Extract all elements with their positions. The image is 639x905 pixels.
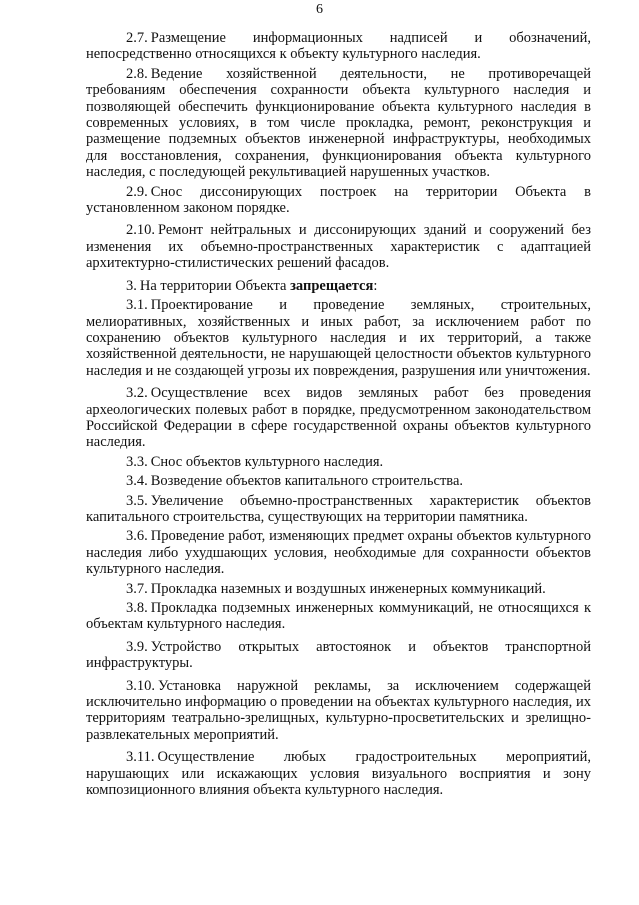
paragraph-2-8 bbox=[86, 66, 591, 181]
paragraph-3-7 bbox=[86, 581, 591, 597]
paragraph-number: 3.1. bbox=[126, 297, 148, 314]
paragraph-3-10 bbox=[86, 678, 591, 744]
paragraph-number: 2.9. bbox=[126, 183, 148, 200]
paragraph-number: 2.7. bbox=[126, 30, 148, 46]
paragraph-number: 3.3. bbox=[126, 453, 148, 470]
paragraph-text: Устройство открытых автостоянок и объектов транспортной инфраструктуры. bbox=[86, 638, 591, 672]
page-number: 6 bbox=[316, 2, 323, 17]
paragraph-number: 3.4. bbox=[126, 473, 148, 490]
paragraph-text: Прокладка наземных и воздушных инженерных коммуникаций. bbox=[150, 580, 546, 597]
prohibited-emphasis: запрещается bbox=[290, 277, 374, 294]
paragraph-text: Возведение объектов капитального строительства. bbox=[150, 473, 464, 490]
paragraph-3-3 bbox=[86, 454, 591, 470]
paragraph-text: Установка наружной рекламы, за исключением содержащей исключительно информацию о проведении на объектах культурного наследия, их территориям театрально-зрелищных, культурно-просветительских и зрелищно-развлекательных мероприятий. bbox=[86, 677, 591, 743]
paragraph-number: 3.10. bbox=[126, 677, 155, 694]
paragraph-text: Проведение работ, изменяющих предмет охраны объектов культурного наследия либо ухудшающих условия, необходимые для сохранности объектов культурного наследия. bbox=[86, 528, 591, 578]
paragraph-text: На территории Объекта bbox=[139, 277, 287, 294]
paragraph-number: 3.6. bbox=[126, 528, 148, 545]
paragraph-number: 3.8. bbox=[126, 600, 148, 616]
paragraph-3-11 bbox=[86, 749, 591, 798]
paragraph-3-2 bbox=[86, 385, 591, 451]
paragraph-text: Проектирование и проведение земляных, строительных, мелиоративных, хозяйственных и иных работ, за исключением работ по сохранению объектов культурного наследия и их территорий, а также хозяйственной деятельности, не нарушающей целостности объектов культурного наследия и не создающей угрозы их повреждения, разрушения или уничтожения. bbox=[86, 297, 591, 379]
paragraph-number: 3.11. bbox=[126, 749, 155, 766]
paragraph-text: Ведение хозяйственной деятельности, не противоречащей требованиям обеспечения сохранности объекта культурного наследия и позволяющей обеспечить функционирование объекта культурного наследия в современных условиях, в том числе прокладка, ремонт, реконструкция и размещение подземных объектов инженерной инфраструктуры, необходимых для восстановления, сохранения, функционирования объекта культурного наследия, с последующей рекультивацией нарушенных участков. bbox=[86, 65, 591, 181]
paragraph-number: 2.10. bbox=[126, 222, 155, 239]
paragraph-3 bbox=[86, 278, 591, 294]
paragraph-text: Снос объектов культурного наследия. bbox=[150, 453, 384, 470]
paragraph-2-9 bbox=[86, 184, 591, 217]
paragraph-2-7 bbox=[86, 30, 591, 63]
paragraph-2-10 bbox=[86, 222, 591, 271]
paragraph-number: 3. bbox=[126, 277, 137, 294]
paragraph-number: 3.7. bbox=[126, 580, 148, 597]
paragraph-tail: : bbox=[373, 277, 378, 294]
paragraph-number: 3.5. bbox=[126, 492, 148, 509]
paragraph-3-6 bbox=[86, 528, 591, 577]
paragraph-3-9 bbox=[86, 639, 591, 672]
paragraph-text: Прокладка подземных инженерных коммуникаций, не относящихся к объектам культурного наследия. bbox=[86, 600, 591, 633]
paragraph-number: 3.9. bbox=[126, 638, 148, 655]
paragraph-text: Увеличение объемно-пространственных характеристик объектов капитального строительства, существующих на территории памятника. bbox=[86, 492, 591, 525]
paragraph-text: Осуществление любых градостроительных мероприятий, нарушающих или искажающих условия визуального восприятия и зону композиционного влияния объекта культурного наследия. bbox=[86, 749, 591, 799]
paragraph-text: Размещение информационных надписей и обозначений, непосредственно относящихся к объекту культурного наследия. bbox=[86, 30, 591, 63]
paragraph-text: Осуществление всех видов земляных работ без проведения археологических полевых работ в порядке, предусмотренном законодательством Российской Федерации в сфере государственной охраны объектов культурного наследия. bbox=[86, 385, 591, 451]
paragraph-3-5 bbox=[86, 493, 591, 526]
paragraph-3-8 bbox=[86, 600, 591, 633]
paragraph-text: Снос диссонирующих построек на территории Объекта в установленном законом порядке. bbox=[86, 183, 591, 217]
paragraph-3-4 bbox=[86, 473, 591, 489]
paragraph-text: Ремонт нейтральных и диссонирующих зданий и сооружений без изменения их объемно-пространственных характеристик с адаптацией архитектурно-стилистических решений фасадов. bbox=[86, 222, 591, 272]
paragraph-number: 2.8. bbox=[126, 65, 148, 82]
paragraph-3-1 bbox=[86, 297, 591, 379]
paragraph-number: 3.2. bbox=[126, 385, 148, 402]
